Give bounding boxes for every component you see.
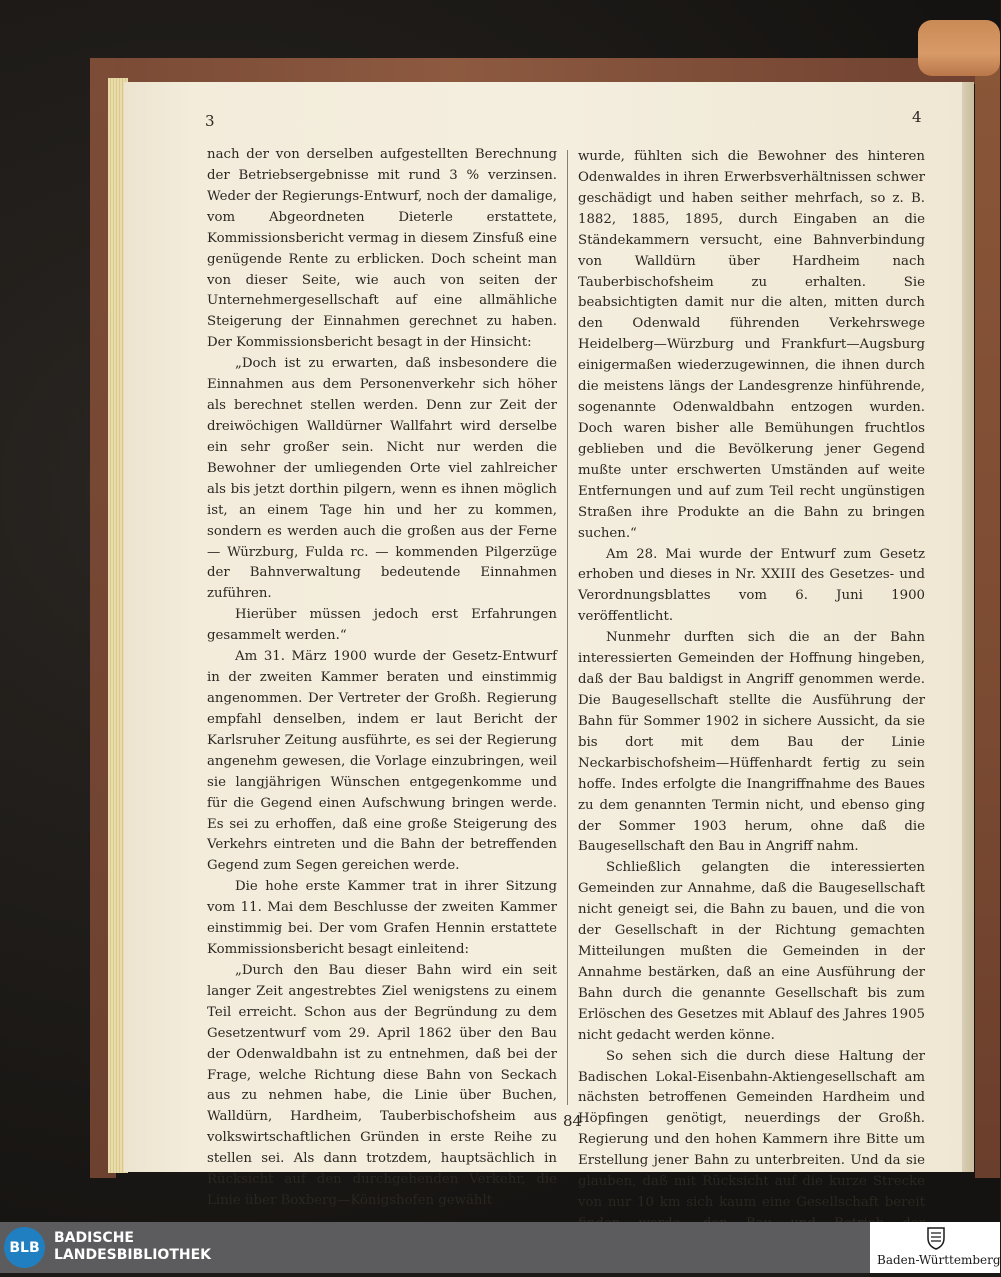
- paragraph: Die hohe erste Kammer trat in ihrer Sitzung vom 11. Mai dem Beschlusse der zweiten Kammer einstimmig bei. Der vom Grafen Hennin erstattete Kommissionsbericht besagt einleitend:: [207, 879, 557, 958]
- paragraph: So sehen sich die durch diese Haltung der Badischen Lokal-Eisenbahn-Aktiengesellschaft am nächsten betroffenen Gemeinden Hardheim und Höpfingen genötigt, neuerdings der Großh. Regierung und den hohen Kammern ihre Bitte um Erstellung jener Bahn zu unterbreiten. Und da sie glauben, daß mit Rücksicht auf die kurze Strecke von nur 10 km sich kaum eine Gesellschaft bereit: [578, 1048, 925, 1211]
- library-name-line1: BADISCHE: [54, 1230, 134, 1246]
- library-name[interactable]: [54, 1230, 211, 1264]
- book-cover-right: [975, 58, 1000, 1178]
- state-name: Baden-Württemberg: [877, 1253, 1001, 1267]
- paragraph: Am 31. März 1900 wurde der Gesetz-Entwurf in der zweiten Kammer beraten und einstimmig angenommen. Der Vertreter der Großh. Regierung empfahl denselben, indem er laut Bericht der Karlsruher Zeitung ausführte, es sei der Regierung angenehm gewesen, die Vorlage einzubringen, weil sie langjährigen Wünschen entgegenkomme und für die Gegend einen Aufschwung bringen werde. Es sei zu erhoffen, daß eine große Steigerung des Verkehrs eintreten und die Bahn der betreffenden Gegend zum Segen gereichen werde.: [207, 649, 557, 874]
- paragraph: „Durch den Bau dieser Bahn wird ein seit langer Zeit angestrebtes Ziel wenigstens zu einem Teil erreicht. Schon aus der Begründung zu dem Gesetzentwurf vom 29. April 1862 über den Bau der Odenwaldbahn ist zu entnehmen, daß bei der Frage, welche Richtung diese Bahn von Seckach aus zu nehmen habe, die Linie über Buchen, Walldürn, Hardheim, Tauberbischofsheim aus volkswirtschaftlichen Gründen in erste Reihe zu stellen sei. Als dann trotzdem, hauptsächlich in Rücksicht auf den durchgehenden Verkehr, die Linie über Boxberg—Königshofen gewählt: [207, 962, 557, 1209]
- blb-logo-icon[interactable]: BLB: [4, 1227, 45, 1268]
- right-page-number: 4: [912, 108, 922, 126]
- paragraph: wurde, fühlten sich die Bewohner des hinteren Odenwaldes in ihren Erwerbsverhältnissen schwer geschädigt und haben seither mehrfach, so z. B. 1882, 1885, 1895, durch Eingaben an die Ständekammern versucht, eine Bahnverbindung von Walldürn über Hardheim nach Tauberbischofsheim zu erhalten. Sie beabsichtigten damit nur die alten, mitten durch den Odenwald führenden Verkehrswege Heidelberg—Würzburg und Frankfurt—Augsburg einigermaßen wiederzugewinnen, die ihnen durch die meistens längs der Landesgrenze hinführende, sogenannte Odenwaldbahn entzogen wurden. Doch waren bisher alle Bemühungen fruchtlos geblieben und die Bevölkerung jener Gegend mußte unter erschwerten Umständen auf weite Entfernungen und auf zum Teil recht ungünstigen Straßen ihre Produkte an die Bahn zu bringen suchen.“: [578, 149, 925, 541]
- paragraph: Nunmehr durften sich die an der Bahn interessierten Gemeinden der Hoffnung hingeben, daß der Bau baldigst in Angriff genommen werde. Die Baugesellschaft stellte die Ausführung der Bahn für Sommer 1902 in sichere Aussicht, da sie bis dort mit dem Bau der Linie Neckarbischofsheim—Hüffenhardt fertig zu sein hoffe. Indes erfolgte die Inangriffnahme des Baues zu dem genannten Termin nicht, und ebenso ging der Sommer 1903 herum, ohne daß die Baugesellschaft den Bau in Angriff nahm.: [578, 630, 925, 855]
- book-cover-top: [90, 58, 1000, 84]
- coat-of-arms-icon: [926, 1226, 946, 1250]
- library-name-line2: LANDESBIBLIOTHEK: [54, 1247, 212, 1263]
- left-text-column: [207, 145, 557, 1212]
- binding-clip: [918, 20, 1000, 76]
- paragraph: Am 28. Mai wurde der Entwurf zum Gesetz erhoben und dieses in Nr. XXIII des Gesetzes- und Verordnungsblattes vom 6. Juni 1900 veröffentlicht.: [578, 546, 925, 625]
- page-edge-right: [962, 82, 974, 1172]
- column-divider: [567, 150, 568, 1105]
- right-text-column: [578, 147, 925, 1277]
- paragraph: Hierüber müssen jedoch erst Erfahrungen gesammelt werden.“: [207, 607, 557, 644]
- folio-number: 84: [563, 1112, 583, 1130]
- paragraph: nach der von derselben aufgestellten Berechnung der Betriebsergebnisse mit rund 3 % verzinsen. Weder der Regierungs-Entwurf, noch der damalige, vom Abgeordneten Dieterle erstattete, Kommissionsbericht vermag in diesem Zinsfuß eine genügende Rente zu erblicken. Doch scheint man von dieser Seite, wie auch von seiten der Unternehmergesellschaft auf eine allmähliche Steigerung der Einnahmen gerechnet zu haben. Der Kommissionsbericht besagt in der Hinsicht:: [207, 147, 557, 351]
- paragraph: Schließlich gelangten die interessierten Gemeinden zur Annahme, daß die Baugesellschaft nicht geneigt sei, die Bahn zu bauen, und die von der Gesellschaft in der Richtung gemachten Mitteilungen mußten die Gemeinden in der Annahme bestärken, daß an eine Ausführung der Bahn durch die genannte Gesellschaft bis zum Erlöschen des Gesetzes mit Ablauf des Jahres 1905 nicht gedacht werden könne.: [578, 860, 925, 1043]
- paragraph: „Doch ist zu erwarten, daß insbesondere die Einnahmen aus dem Personenverkehr sich höher als berechnet stellen werden. Denn zur Zeit der dreiwöchigen Walldürner Wallfahrt wird derselbe ein sehr großer sein. Nicht nur werden die Bewohner der umliegenden Orte viel zahlreicher als bis jetzt dorthin pilgern, wenn es ihnen möglich ist, an einem Tage hin und her zu kommen, sondern es werden auch die großen aus der Ferne — Würzburg, Fulda rc. — kommenden Pilgerzüge der Bahnverwaltung bedeutende Einnahmen zuführen.: [207, 356, 557, 602]
- left-page-number: 3: [205, 112, 215, 130]
